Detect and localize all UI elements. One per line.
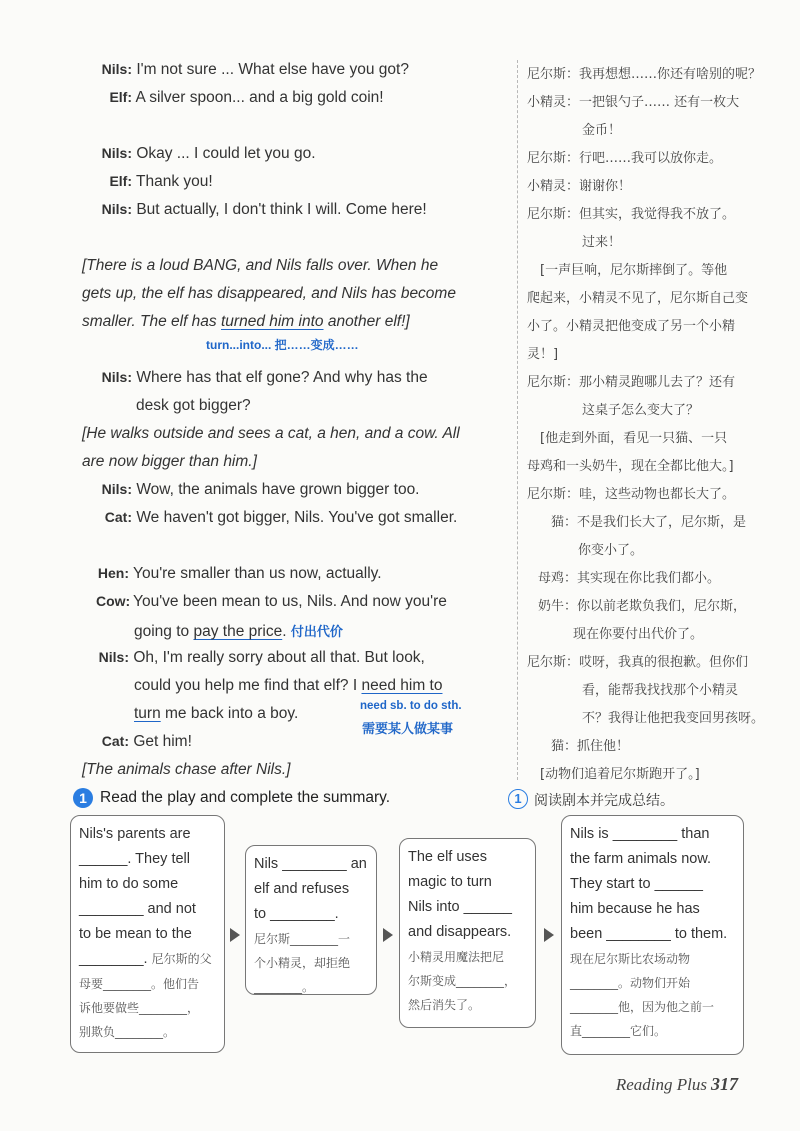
line-text bbox=[134, 705, 298, 723]
translation-line: 小了。小精灵把他变成了另一个小精 bbox=[527, 319, 736, 334]
box-line-cn: ________他，因为他之前一 bbox=[570, 1000, 715, 1014]
speaker: Nils: bbox=[101, 369, 132, 385]
speaker: Nils: bbox=[98, 649, 129, 665]
line-text: Get him! bbox=[133, 733, 192, 750]
text: another elf!] bbox=[323, 313, 410, 330]
dialogue-line bbox=[100, 145, 316, 163]
translation-line: 你变小了。 bbox=[578, 543, 644, 558]
stage-direction: [There is a loud BANG, and Nils falls over. When he bbox=[82, 257, 439, 274]
box-line: ________. bbox=[79, 951, 148, 967]
translation-line: 尼尔斯：但其实，我觉得我不放了。 bbox=[527, 207, 736, 222]
translation-line: 过来！ bbox=[582, 235, 622, 250]
translation-line: 这桌子怎么变大了？ bbox=[582, 403, 700, 418]
translation-line: 看，能帮我找找那个小精灵 bbox=[582, 683, 739, 698]
translation-line: 小精灵：一把银勺子…… 还有一枚大 bbox=[527, 95, 740, 110]
box-line: the farm animals now. bbox=[570, 851, 712, 867]
summary-box-3 bbox=[399, 838, 536, 1028]
box-en-text bbox=[79, 822, 216, 972]
speaker: Nils: bbox=[101, 481, 132, 497]
box-line-cn: 尼尔斯________一 bbox=[254, 932, 351, 946]
stage-direction: are now bigger than him.] bbox=[82, 453, 257, 470]
speaker: Elf: bbox=[109, 173, 132, 189]
dialogue-line bbox=[100, 61, 409, 79]
line-text: desk got bigger? bbox=[136, 397, 251, 414]
line-text bbox=[134, 677, 442, 695]
translation-line: [动物们追着尼尔斯跑开了。] bbox=[540, 767, 700, 782]
stage-direction: [He walks outside and sees a cat, a hen, and a cow. All bbox=[82, 425, 460, 442]
box-line-cn: 小精灵用魔法把尼 bbox=[408, 950, 505, 964]
speaker: Cat: bbox=[101, 733, 129, 749]
box-line: ______. They tell bbox=[79, 851, 190, 867]
box-line-cn: 尔斯变成________， bbox=[408, 974, 517, 988]
box-line: ________ and not bbox=[79, 901, 196, 917]
speaker: Cat: bbox=[104, 509, 132, 525]
dialogue-line bbox=[100, 173, 213, 191]
box-line-cn: 诉他要做些________， bbox=[79, 1001, 200, 1015]
stage-direction: [The animals chase after Nils.] bbox=[82, 761, 291, 778]
summary-box-1 bbox=[70, 815, 225, 1053]
speaker: Cow: bbox=[96, 593, 131, 609]
line-text: Oh, I'm really sorry about all that. But look, bbox=[133, 649, 425, 666]
text: smaller. The elf has bbox=[82, 313, 221, 330]
speaker: Nils: bbox=[101, 145, 132, 161]
box-line: Nils into ______ bbox=[408, 899, 512, 915]
speaker: Hen: bbox=[97, 565, 129, 581]
box-line: Nils ________ an bbox=[254, 856, 367, 872]
arrow-icon bbox=[383, 928, 393, 942]
dialogue-line bbox=[100, 481, 420, 499]
line-text: I'm not sure ... What else have you got? bbox=[136, 61, 409, 78]
dialogue-line bbox=[96, 733, 192, 751]
text: could you help me find that elf? I bbox=[134, 677, 362, 694]
translation-line: [一声巨响，尼尔斯摔倒了。等他 bbox=[540, 263, 728, 278]
exercise-number-badge: 1 bbox=[73, 788, 93, 808]
box-line: Nils is ________ than bbox=[570, 826, 710, 842]
dialogue-line bbox=[100, 369, 428, 387]
line-text: We haven't got bigger, Nils. You've got smaller. bbox=[136, 509, 458, 526]
translation-line: 小精灵：谢谢你！ bbox=[527, 179, 632, 194]
speaker: Nils: bbox=[101, 61, 132, 77]
box-line: and disappears. bbox=[408, 924, 512, 940]
line-text: Thank you! bbox=[136, 173, 213, 190]
annotation-note: 需要某人做某事 bbox=[362, 722, 454, 737]
speaker: Nils: bbox=[101, 201, 132, 217]
highlighted-phrase: turn bbox=[134, 705, 161, 722]
line-text: Wow, the animals have grown bigger too. bbox=[136, 481, 420, 498]
box-line-cn: 然后消失了。 bbox=[408, 998, 481, 1012]
dialogue-line bbox=[100, 89, 384, 107]
line-text: You're smaller than us now, actually. bbox=[133, 565, 382, 582]
translation-line: 猫：抓住他！ bbox=[551, 739, 630, 754]
translation-line: 现在你要付出代价了。 bbox=[573, 627, 704, 642]
box-line: to be mean to the bbox=[79, 926, 192, 942]
translation-line: 金币！ bbox=[582, 123, 622, 138]
line-text: A silver spoon... and a big gold coin! bbox=[135, 89, 384, 106]
dialogue-line bbox=[100, 201, 427, 219]
box-line-cn: 尼尔斯的父 bbox=[151, 952, 212, 966]
page-footer bbox=[616, 1074, 738, 1095]
line-text: Where has that elf gone? And why has the bbox=[136, 369, 428, 386]
translation-line: 猫：不是我们长大了，尼尔斯，是 bbox=[551, 515, 747, 530]
speaker: Elf: bbox=[109, 89, 132, 105]
stage-direction: gets up, the elf has disappeared, and Nils has become bbox=[82, 285, 456, 302]
box-line-cn: 直________它们。 bbox=[570, 1024, 667, 1038]
translation-line: 爬起来，小精灵不见了，尼尔斯自己变 bbox=[527, 291, 749, 306]
summary-box-4 bbox=[561, 815, 744, 1055]
dialogue-line bbox=[96, 649, 425, 667]
box-line: him to do some bbox=[79, 876, 179, 892]
arrow-icon bbox=[230, 928, 240, 942]
annotation-note: turn...into... 把……变成…… bbox=[206, 338, 359, 352]
translation-line: 尼尔斯：我再想想……你还有啥别的呢？ bbox=[527, 67, 762, 82]
box-line-cn: 个小精灵，却拒绝 bbox=[254, 956, 351, 970]
box-line-cn: 母要________。他们告 bbox=[79, 977, 200, 991]
translation-line: 尼尔斯：行吧……我可以放你走。 bbox=[527, 151, 723, 166]
text: going to bbox=[134, 623, 194, 640]
box-line-cn: 现在尼尔斯比农场动物 bbox=[570, 952, 691, 966]
dialogue-line bbox=[96, 565, 382, 583]
text: me back into a boy. bbox=[160, 705, 299, 722]
highlighted-phrase: turned him into bbox=[220, 313, 324, 330]
exercise-number-badge: 1 bbox=[508, 789, 528, 809]
column-divider bbox=[517, 60, 518, 780]
exercise-title: Read the play and complete the summary. bbox=[100, 789, 391, 806]
translation-line: 尼尔斯：哎呀，我真的很抱歉。但你们 bbox=[527, 655, 749, 670]
box-line-cn: ________。动物们开始 bbox=[570, 976, 691, 990]
box-line: The elf uses bbox=[408, 849, 487, 865]
stage-direction bbox=[82, 313, 410, 331]
translation-line: 灵！] bbox=[527, 347, 559, 362]
translation-line: 尼尔斯：哇，这些动物也都长大了。 bbox=[527, 487, 736, 502]
box-line-cn: ________。 bbox=[254, 980, 315, 994]
summary-box-2 bbox=[245, 845, 377, 995]
dialogue-line bbox=[100, 509, 457, 527]
translation-line: 尼尔斯：那小精灵跑哪儿去了？还有 bbox=[527, 375, 736, 390]
text: . bbox=[282, 623, 287, 640]
page-number: 317 bbox=[711, 1074, 738, 1094]
box-line: They start to ______ bbox=[570, 876, 703, 892]
translation-line: 不？我得让他把我变回男孩呀。 bbox=[582, 711, 765, 726]
box-line: been ________ to them. bbox=[570, 926, 728, 942]
footer-label: Reading Plus bbox=[615, 1075, 707, 1094]
box-line: to ________. bbox=[254, 906, 339, 922]
line-text: You've been mean to us, Nils. And now you're bbox=[133, 593, 447, 610]
line-text: Okay ... I could let you go. bbox=[136, 145, 316, 162]
box-line: magic to turn bbox=[408, 874, 492, 890]
line-text: But actually, I don't think I will. Come here! bbox=[136, 201, 427, 218]
exercise-title-cn: 阅读剧本并完成总结。 bbox=[534, 793, 674, 809]
translation-line: [他走到外面，看见一只猫、一只 bbox=[540, 431, 728, 446]
box-line: elf and refuses bbox=[254, 881, 350, 897]
dialogue-line bbox=[96, 593, 447, 611]
highlighted-phrase: need him to bbox=[361, 677, 443, 694]
highlighted-phrase: pay the price bbox=[193, 623, 283, 640]
line-text bbox=[134, 621, 343, 641]
box-line-cn: 别欺负________。 bbox=[79, 1025, 176, 1039]
annotation-note: 付出代价 bbox=[290, 625, 343, 640]
box-line: him because he has bbox=[570, 901, 700, 917]
translation-line: 母鸡和一头奶牛，现在全都比他大。] bbox=[527, 459, 734, 474]
box-line: Nils's parents are bbox=[79, 826, 191, 842]
translation-line: 奶牛：你以前老欺负我们，尼尔斯， bbox=[538, 599, 747, 614]
arrow-icon bbox=[544, 928, 554, 942]
translation-line: 母鸡：其实现在你比我们都小。 bbox=[538, 571, 721, 586]
annotation-note: need sb. to do sth. bbox=[360, 700, 462, 712]
